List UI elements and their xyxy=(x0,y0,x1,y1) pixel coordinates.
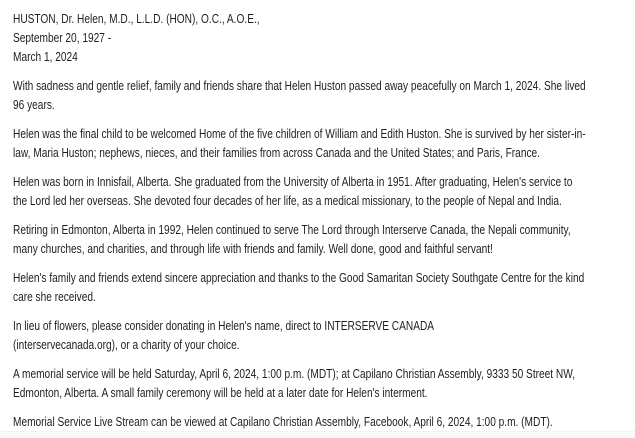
paragraph-line: Memorial Service Live Stream can be viewed at Capilano Christian Assembly, Facebook, April 6, 2024, 1:00 p.m. (MDT). xyxy=(13,414,553,429)
paragraph-line: 96 years. xyxy=(13,97,55,112)
death-date-line: March 1, 2024 xyxy=(13,49,78,64)
page-bottom-edge xyxy=(0,431,635,438)
paragraph-line: care she received. xyxy=(13,289,96,304)
paragraph-appreciation xyxy=(13,268,618,306)
paragraph-line: Helen was the final child to be welcomed Home of the five children of William and Edith Huston. She is survived by her sister-in- xyxy=(13,126,586,141)
paragraph-donations xyxy=(13,316,618,354)
paragraph-line: the Lord led her overseas. She devoted four decades of her life, as a medical missionary, to the people of Nepal and India. xyxy=(13,193,562,208)
paragraph-line: Helen was born in Innisfail, Alberta. She graduated from the University of Alberta in 1951. After graduating, Helen's service to xyxy=(13,174,573,189)
paragraph-line: (interservecanada.org), or a charity of your choice. xyxy=(13,337,240,352)
paragraph-live-stream xyxy=(13,412,618,431)
obituary-header xyxy=(13,9,618,66)
paragraph-line: Retiring in Edmonton, Alberta in 1992, Helen continued to serve The Lord through Interserve Canada, the Nepali community, xyxy=(13,222,571,237)
paragraph-biography xyxy=(13,172,618,210)
paragraph-line: Edmonton, Alberta. A small family ceremony will be held at a later date for Helen's interment. xyxy=(13,385,428,400)
paragraph-retirement xyxy=(13,220,618,258)
paragraph-line: many churches, and charities, and through life with friends and family. Well done, good and faithful servant! xyxy=(13,241,493,256)
paragraph-line: Helen's family and friends extend sincere appreciation and thanks to the Good Samaritan Society Southgate Centre for the kind xyxy=(13,270,585,285)
paragraph-line: law, Maria Huston; nephews, nieces, and their families from across Canada and the United States; and Paris, France. xyxy=(13,145,540,160)
obituary-text xyxy=(13,9,618,438)
birth-date-line: September 20, 1927 - xyxy=(13,30,112,45)
paragraph-announcement xyxy=(13,76,618,114)
paragraph-line: With sadness and gentle relief, family and friends share that Helen Huston passed away peacefully on March 1, 2024. She lived xyxy=(13,78,586,93)
paragraph-memorial-service xyxy=(13,364,618,402)
paragraph-family xyxy=(13,124,618,162)
paragraph-line: A memorial service will be held Saturday, April 6, 2024, 1:00 p.m. (MDT); at Capilano Christian Assembly, 9333 50 Street NW, xyxy=(13,366,576,381)
deceased-name-line: HUSTON, Dr. Helen, M.D., L.L.D. (HON), O.C., A.O.E., xyxy=(13,11,260,26)
paragraph-line: In lieu of flowers, please consider donating in Helen's name, direct to INTERSERVE CANADA xyxy=(13,318,435,333)
